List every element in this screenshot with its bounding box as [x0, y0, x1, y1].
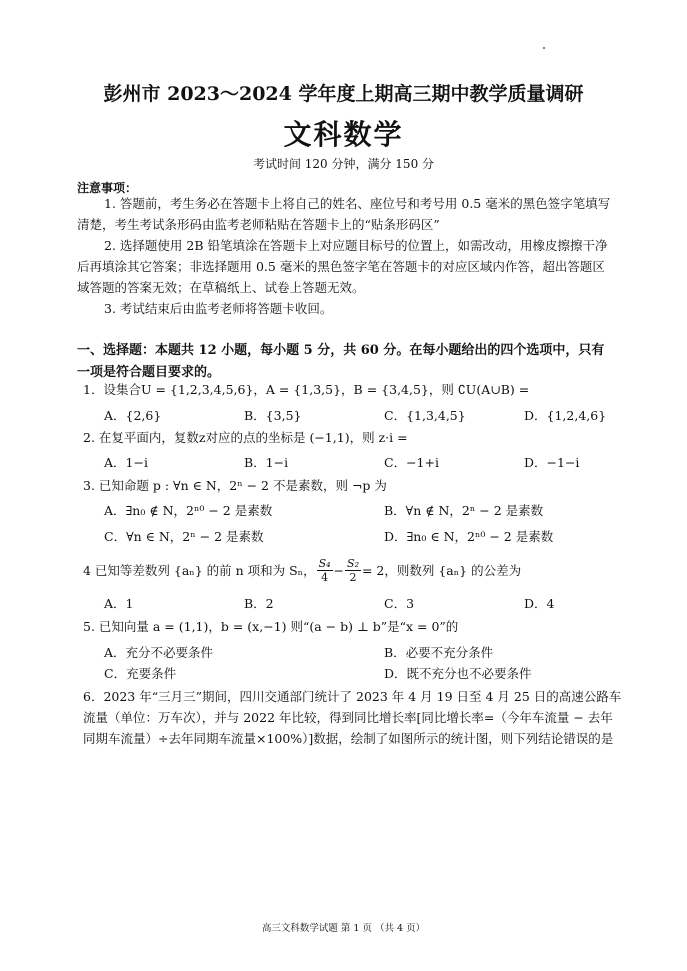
question-1-option-d: D．{1,2,4,6} [524, 408, 607, 423]
minus-sign: − [333, 562, 345, 578]
question-2-option-b: B．1−i [244, 455, 289, 470]
question-1-option-c: C．{1,3,4,5} [384, 408, 466, 423]
fraction-s2-over-2 [345, 557, 361, 584]
question-5-option-d: D．既不充分也不必要条件 [384, 666, 532, 681]
question-4-stem-pre: 4 已知等差数列 {aₙ} 的前 n 项和为 Sₙ， [83, 563, 316, 578]
fraction-s4-over-4 [317, 557, 333, 584]
question-4-option-c: C．3 [384, 596, 415, 611]
fraction-denominator: 4 [321, 570, 329, 584]
question-5-option-c: C．充要条件 [104, 666, 177, 681]
question-3-option-c: C．∀n ∈ N，2ⁿ − 2 是素数 [104, 529, 264, 544]
notice-item-1: 1. 答题前，考生务必在答题卡上将自己的姓名、座位号和考号用 0.5 毫米的黑色签字笔填写清楚，考生考试条形码由监考老师粘贴在答题卡上的“贴条形码区” [77, 196, 611, 232]
notice-heading: 注意事项： [77, 181, 138, 195]
page-footer: 高三文科数学试题 第 1 页 （共 4 页） [261, 923, 426, 934]
fraction-numerator: S₄ [318, 556, 331, 570]
question-2-option-d: D．−1−i [524, 455, 580, 470]
fraction-numerator: S₂ [347, 556, 359, 570]
question-5-option-a: A．充分不必要条件 [104, 645, 214, 660]
question-2-stem: 2. 在复平面内，复数z对应的点的坐标是 (−1,1)，则 z·i = [83, 430, 408, 445]
question-6-stem: 6．2023 年“三月三”期间，四川交通部门统计了 2023 年 4 月 19 日至 4 月 25 日的高速公路车流量（单位：万车次），并与 2022 年比较，得到同比增长率[同比增长率=（今年车流量 − 去年同期车流量）÷去年同期车流量×100%）]数据，绘制了如图所示的统计图，则下列结论错误的是 [83, 689, 622, 746]
question-1-option-a: A．{2,6} [104, 408, 162, 423]
notice-item-3: 3. 考试结束后由监考老师将答题卡收回。 [104, 301, 333, 316]
question-4-option-a: A．1 [104, 596, 134, 611]
fraction-denominator: 2 [349, 570, 357, 584]
question-4-option-b: B．2 [244, 596, 274, 611]
question-2-option-a: A．1−i [104, 455, 148, 470]
question-1-option-b: B．{3,5} [244, 408, 302, 423]
question-3-stem: 3. 已知命题 p : ∀n ∈ N，2ⁿ − 2 不是素数，则 ¬p 为 [83, 478, 387, 493]
question-3-option-d: D．∃n₀ ∈ N，2ⁿ⁰ − 2 是素数 [384, 529, 554, 544]
question-3-option-b: B．∀n ∉ N，2ⁿ − 2 是素数 [384, 503, 544, 518]
scan-speck [543, 47, 545, 49]
question-4-stem-post: = 2，则数列 {aₙ} 的公差为 [361, 563, 522, 578]
notice-item-2: 2. 选择题使用 2B 铅笔填涂在答题卡上对应题目标号的位置上，如需改动，用橡皮擦擦干净后再填涂其它答案；非选择题用 0.5 毫米的黑色签字笔在答题卡的对应区域内作答，超出答题区域答题的答案无效；在草稿纸上、试卷上答题无效。 [77, 238, 608, 295]
exam-time-info: 考试时间 120 分钟，满分 150 分 [252, 157, 435, 171]
exam-title: 彭州市 2023～2024 学年度上期高三期中教学质量调研 [103, 83, 584, 105]
question-5-stem: 5. 已知向量 a = (1,1)，b = (x,−1) 则“(a − b) ⊥ b”是“x = 0”的 [83, 619, 459, 634]
question-5-option-b: B．必要不充分条件 [384, 645, 494, 660]
question-4-stem [83, 552, 521, 588]
question-4-option-d: D．4 [524, 596, 555, 611]
question-1-stem: 1．设集合U = {1,2,3,4,5,6}，A = {1,3,5}，B = {3,4,5}，则 ∁U(A∪B) = [83, 382, 530, 397]
question-2-option-c: C．−1+i [384, 455, 439, 470]
exam-subject: 文科数学 [283, 118, 404, 151]
section-1-heading: 一、选择题：本题共 12 小题，每小题 5 分，共 60 分。在每小题给出的四个选项中，只有一项是符合题目要求的。 [77, 343, 605, 380]
question-3-option-a: A．∃n₀ ∉ N，2ⁿ⁰ − 2 是素数 [104, 503, 273, 518]
